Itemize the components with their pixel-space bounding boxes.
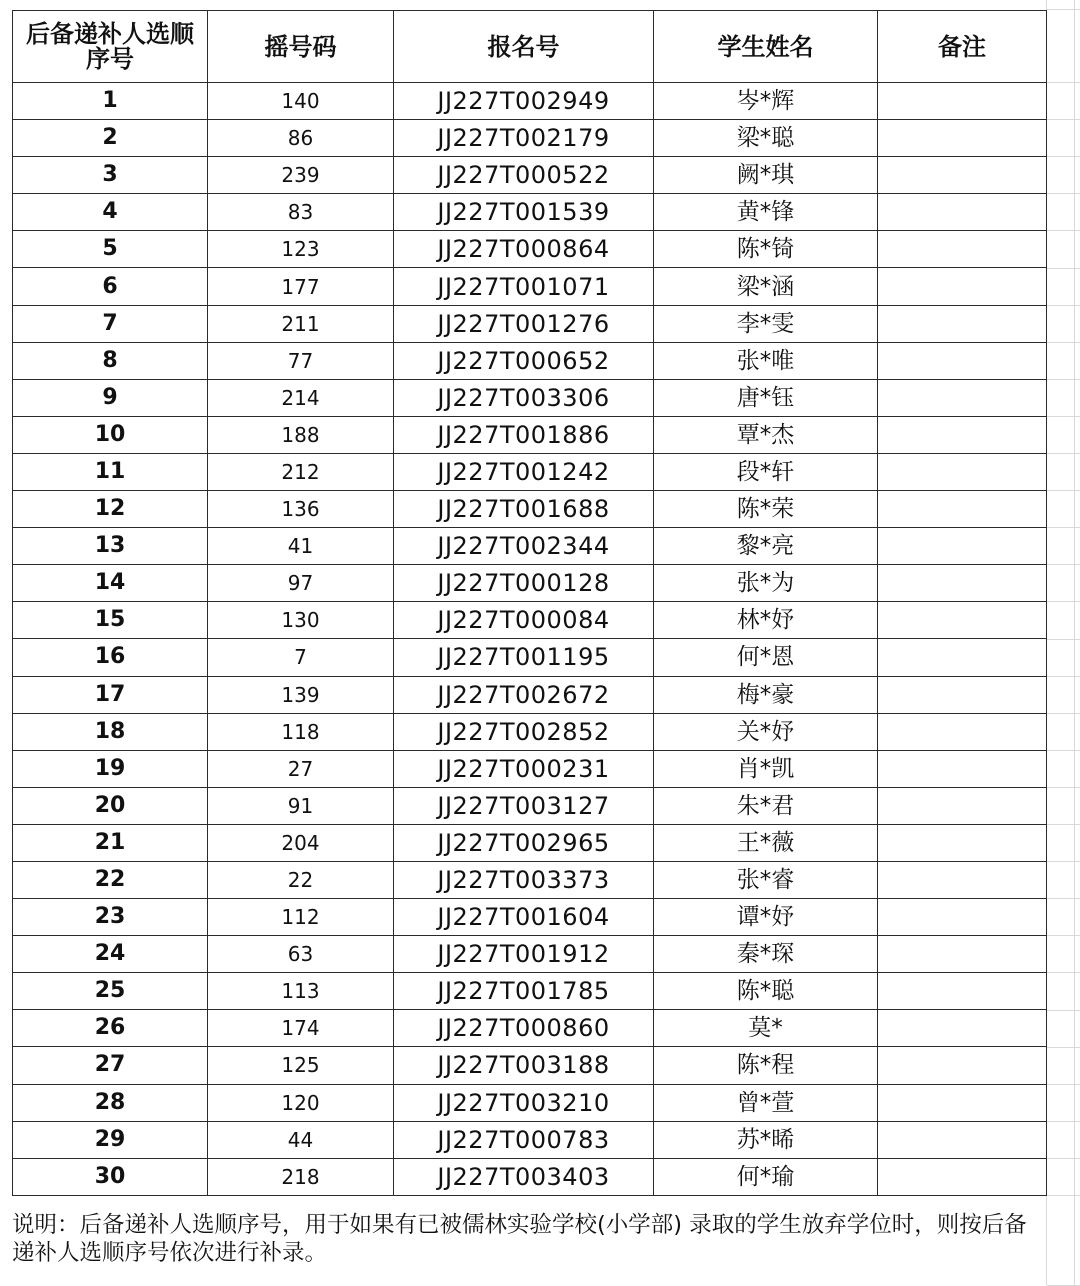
reg-cell: JJ227T003306 <box>394 379 654 416</box>
name-cell: 段*轩 <box>654 453 878 490</box>
seq-cell: 17 <box>13 676 208 713</box>
name-cell: 梅*豪 <box>654 676 878 713</box>
table-row <box>13 973 1047 1010</box>
seq-cell: 20 <box>13 787 208 824</box>
name-cell: 陈*荣 <box>654 491 878 528</box>
lot-cell: 125 <box>208 1047 394 1084</box>
name-cell: 梁*聪 <box>654 120 878 157</box>
table-row <box>13 305 1047 342</box>
reg-cell: JJ227T001242 <box>394 453 654 490</box>
lot-cell: 77 <box>208 342 394 379</box>
name-cell: 王*薇 <box>654 824 878 861</box>
note-cell <box>878 416 1047 453</box>
name-cell: 苏*晞 <box>654 1121 878 1158</box>
waitlist-table <box>12 10 1047 1196</box>
lot-cell: 136 <box>208 491 394 528</box>
lot-cell: 239 <box>208 157 394 194</box>
reg-cell: JJ227T001604 <box>394 899 654 936</box>
lot-cell: 130 <box>208 602 394 639</box>
name-cell: 李*雯 <box>654 305 878 342</box>
reg-cell: JJ227T002672 <box>394 676 654 713</box>
note-cell <box>878 268 1047 305</box>
table-row <box>13 602 1047 639</box>
name-cell: 张*睿 <box>654 861 878 898</box>
reg-cell: JJ227T002949 <box>394 83 654 120</box>
seq-cell: 12 <box>13 491 208 528</box>
reg-cell: JJ227T001539 <box>394 194 654 231</box>
seq-cell: 21 <box>13 824 208 861</box>
table-row <box>13 861 1047 898</box>
lot-cell: 41 <box>208 528 394 565</box>
note-cell <box>878 899 1047 936</box>
note-cell <box>878 639 1047 676</box>
note-cell <box>878 157 1047 194</box>
name-cell: 唐*钰 <box>654 379 878 416</box>
lot-cell: 174 <box>208 1010 394 1047</box>
seq-cell: 23 <box>13 899 208 936</box>
note-cell <box>878 194 1047 231</box>
name-cell: 张*为 <box>654 565 878 602</box>
name-cell: 朱*君 <box>654 787 878 824</box>
header-name: 学生姓名 <box>654 11 878 83</box>
seq-cell: 24 <box>13 936 208 973</box>
note-cell <box>878 824 1047 861</box>
header-registration: 报名号 <box>394 11 654 83</box>
name-cell: 何*瑜 <box>654 1158 878 1195</box>
note-cell <box>878 342 1047 379</box>
seq-cell: 29 <box>13 1121 208 1158</box>
reg-cell: JJ227T002965 <box>394 824 654 861</box>
table-row <box>13 750 1047 787</box>
reg-cell: JJ227T001195 <box>394 639 654 676</box>
table-header-row <box>13 11 1047 83</box>
note-cell <box>878 305 1047 342</box>
table-row <box>13 1010 1047 1047</box>
name-cell: 何*恩 <box>654 639 878 676</box>
seq-cell: 28 <box>13 1084 208 1121</box>
note-cell <box>878 83 1047 120</box>
table-row <box>13 491 1047 528</box>
lot-cell: 204 <box>208 824 394 861</box>
lot-cell: 27 <box>208 750 394 787</box>
table-row <box>13 1121 1047 1158</box>
header-seq: 后备递补人选顺序号 <box>13 11 208 83</box>
name-cell: 黄*锋 <box>654 194 878 231</box>
seq-cell: 22 <box>13 861 208 898</box>
seq-cell: 25 <box>13 973 208 1010</box>
header-lottery: 摇号码 <box>208 11 394 83</box>
reg-cell: JJ227T002179 <box>394 120 654 157</box>
lot-cell: 86 <box>208 120 394 157</box>
lot-cell: 212 <box>208 453 394 490</box>
reg-cell: JJ227T001785 <box>394 973 654 1010</box>
reg-cell: JJ227T003210 <box>394 1084 654 1121</box>
note-cell <box>878 750 1047 787</box>
note-cell <box>878 120 1047 157</box>
name-cell: 陈*锜 <box>654 231 878 268</box>
name-cell: 陈*程 <box>654 1047 878 1084</box>
lot-cell: 139 <box>208 676 394 713</box>
note-cell <box>878 973 1047 1010</box>
header-remark: 备注 <box>878 11 1047 83</box>
lot-cell: 7 <box>208 639 394 676</box>
lot-cell: 63 <box>208 936 394 973</box>
note-cell <box>878 1121 1047 1158</box>
note-cell <box>878 861 1047 898</box>
lot-cell: 22 <box>208 861 394 898</box>
table-row <box>13 379 1047 416</box>
note-cell <box>878 1010 1047 1047</box>
name-cell: 肖*凯 <box>654 750 878 787</box>
seq-cell: 4 <box>13 194 208 231</box>
reg-cell: JJ227T003403 <box>394 1158 654 1195</box>
reg-cell: JJ227T000522 <box>394 157 654 194</box>
seq-cell: 26 <box>13 1010 208 1047</box>
lot-cell: 97 <box>208 565 394 602</box>
reg-cell: JJ227T000864 <box>394 231 654 268</box>
seq-cell: 19 <box>13 750 208 787</box>
spreadsheet-gridline <box>1074 0 1075 1285</box>
seq-cell: 13 <box>13 528 208 565</box>
note-cell <box>878 565 1047 602</box>
lot-cell: 123 <box>208 231 394 268</box>
lot-cell: 44 <box>208 1121 394 1158</box>
lot-cell: 83 <box>208 194 394 231</box>
table-row <box>13 453 1047 490</box>
name-cell: 梁*涵 <box>654 268 878 305</box>
name-cell: 陈*聪 <box>654 973 878 1010</box>
table-row <box>13 565 1047 602</box>
reg-cell: JJ227T000652 <box>394 342 654 379</box>
table-row <box>13 83 1047 120</box>
seq-cell: 3 <box>13 157 208 194</box>
seq-cell: 15 <box>13 602 208 639</box>
table-row <box>13 713 1047 750</box>
reg-cell: JJ227T002852 <box>394 713 654 750</box>
seq-cell: 10 <box>13 416 208 453</box>
name-cell: 秦*琛 <box>654 936 878 973</box>
note-cell <box>878 676 1047 713</box>
name-cell: 张*唯 <box>654 342 878 379</box>
lot-cell: 214 <box>208 379 394 416</box>
reg-cell: JJ227T001071 <box>394 268 654 305</box>
note-cell <box>878 231 1047 268</box>
seq-cell: 16 <box>13 639 208 676</box>
table-row <box>13 824 1047 861</box>
reg-cell: JJ227T001276 <box>394 305 654 342</box>
reg-cell: JJ227T003373 <box>394 861 654 898</box>
reg-cell: JJ227T001886 <box>394 416 654 453</box>
table-body <box>13 83 1047 1196</box>
lot-cell: 113 <box>208 973 394 1010</box>
reg-cell: JJ227T000128 <box>394 565 654 602</box>
lot-cell: 120 <box>208 1084 394 1121</box>
table-row <box>13 1047 1047 1084</box>
table-row <box>13 120 1047 157</box>
note-cell <box>878 1047 1047 1084</box>
lot-cell: 91 <box>208 787 394 824</box>
seq-cell: 11 <box>13 453 208 490</box>
note-cell <box>878 936 1047 973</box>
reg-cell: JJ227T002344 <box>394 528 654 565</box>
lot-cell: 188 <box>208 416 394 453</box>
footnote: 说明：后备递补人选顺序号，用于如果有已被儒林实验学校(小学部) 录取的学生放弃学位时，则按后备递补人选顺序号依次进行补录。 <box>12 1212 1027 1266</box>
table-row <box>13 639 1047 676</box>
name-cell: 覃*杰 <box>654 416 878 453</box>
reg-cell: JJ227T000084 <box>394 602 654 639</box>
reg-cell: JJ227T001912 <box>394 936 654 973</box>
table-row <box>13 157 1047 194</box>
table-row <box>13 899 1047 936</box>
name-cell: 林*妤 <box>654 602 878 639</box>
note-cell <box>878 453 1047 490</box>
seq-cell: 5 <box>13 231 208 268</box>
name-cell: 阙*琪 <box>654 157 878 194</box>
reg-cell: JJ227T000231 <box>394 750 654 787</box>
seq-cell: 14 <box>13 565 208 602</box>
name-cell: 岑*辉 <box>654 83 878 120</box>
note-cell <box>878 491 1047 528</box>
note-cell <box>878 602 1047 639</box>
table-row <box>13 787 1047 824</box>
table-row <box>13 194 1047 231</box>
table-row <box>13 1158 1047 1195</box>
table-row <box>13 416 1047 453</box>
lot-cell: 177 <box>208 268 394 305</box>
note-cell <box>878 528 1047 565</box>
name-cell: 黎*亮 <box>654 528 878 565</box>
name-cell: 关*妤 <box>654 713 878 750</box>
seq-cell: 7 <box>13 305 208 342</box>
seq-cell: 6 <box>13 268 208 305</box>
seq-cell: 27 <box>13 1047 208 1084</box>
note-cell <box>878 379 1047 416</box>
table-row <box>13 676 1047 713</box>
lot-cell: 218 <box>208 1158 394 1195</box>
table-row <box>13 268 1047 305</box>
seq-cell: 18 <box>13 713 208 750</box>
table-row <box>13 231 1047 268</box>
seq-cell: 1 <box>13 83 208 120</box>
table-row <box>13 342 1047 379</box>
reg-cell: JJ227T000860 <box>394 1010 654 1047</box>
seq-cell: 2 <box>13 120 208 157</box>
seq-cell: 8 <box>13 342 208 379</box>
reg-cell: JJ227T001688 <box>394 491 654 528</box>
table-row <box>13 936 1047 973</box>
name-cell: 谭*妤 <box>654 899 878 936</box>
lot-cell: 211 <box>208 305 394 342</box>
note-cell <box>878 713 1047 750</box>
lot-cell: 140 <box>208 83 394 120</box>
reg-cell: JJ227T003188 <box>394 1047 654 1084</box>
name-cell: 曾*萱 <box>654 1084 878 1121</box>
seq-cell: 9 <box>13 379 208 416</box>
note-cell <box>878 1158 1047 1195</box>
note-cell <box>878 1084 1047 1121</box>
note-cell <box>878 787 1047 824</box>
seq-cell: 30 <box>13 1158 208 1195</box>
reg-cell: JJ227T000783 <box>394 1121 654 1158</box>
lot-cell: 118 <box>208 713 394 750</box>
lot-cell: 112 <box>208 899 394 936</box>
reg-cell: JJ227T003127 <box>394 787 654 824</box>
table-row <box>13 528 1047 565</box>
table-row <box>13 1084 1047 1121</box>
name-cell: 莫* <box>654 1010 878 1047</box>
